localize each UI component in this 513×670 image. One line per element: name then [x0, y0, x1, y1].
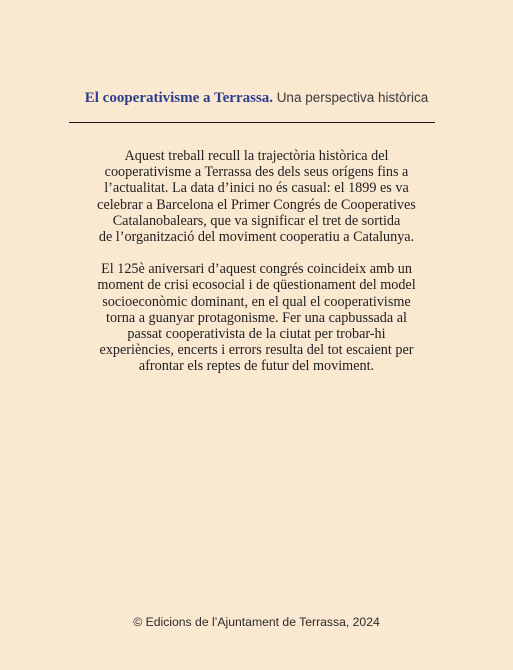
text-line: experiències, encerts i errors resulta del tot escaient per [99, 342, 414, 359]
text-line: moment de crisi ecosocial i de qüestionament del model [97, 277, 416, 294]
title-divider [69, 122, 435, 123]
text-line: torna a guanyar protagonisme. Fer una capbussada al [106, 309, 407, 326]
text-line: passat cooperativista de la ciutat per trobar-hi [127, 326, 386, 343]
text-line: l’actualitat. La data d’inici no és casual: el 1899 es va [104, 180, 409, 197]
text-line: Aquest treball recull la trajectòria històrica del [124, 148, 389, 164]
book-title [0, 88, 513, 108]
text-line: cooperativisme a Terrassa des dels seus orígens fins a [104, 164, 409, 181]
text-line: El 125è aniversari d’aquest congrés coincideix amb un [101, 261, 412, 278]
text-line: celebrar a Barcelona el Primer Congrés de Cooperatives [97, 196, 416, 213]
text-line: Catalanobalears, que va significar el tret de sortida [112, 212, 401, 229]
summary-paragraph-2 [60, 261, 453, 374]
summary-text [60, 148, 453, 391]
book-title-main: El cooperativisme a Terrassa. [84, 90, 274, 106]
copyright-notice: © Edicions de l’Ajuntament de Terrassa, 2024 [133, 615, 380, 629]
text-line: socioeconòmic dominant, en el qual el cooperativisme [102, 293, 411, 310]
text-line: de l’organització del moviment cooperatiu a Catalunya. [98, 229, 415, 246]
book-title-subtitle: Una perspectiva històrica [276, 90, 429, 105]
text-line: afrontar els reptes de futur del moviment. [138, 358, 375, 375]
summary-paragraph-1 [60, 148, 453, 245]
